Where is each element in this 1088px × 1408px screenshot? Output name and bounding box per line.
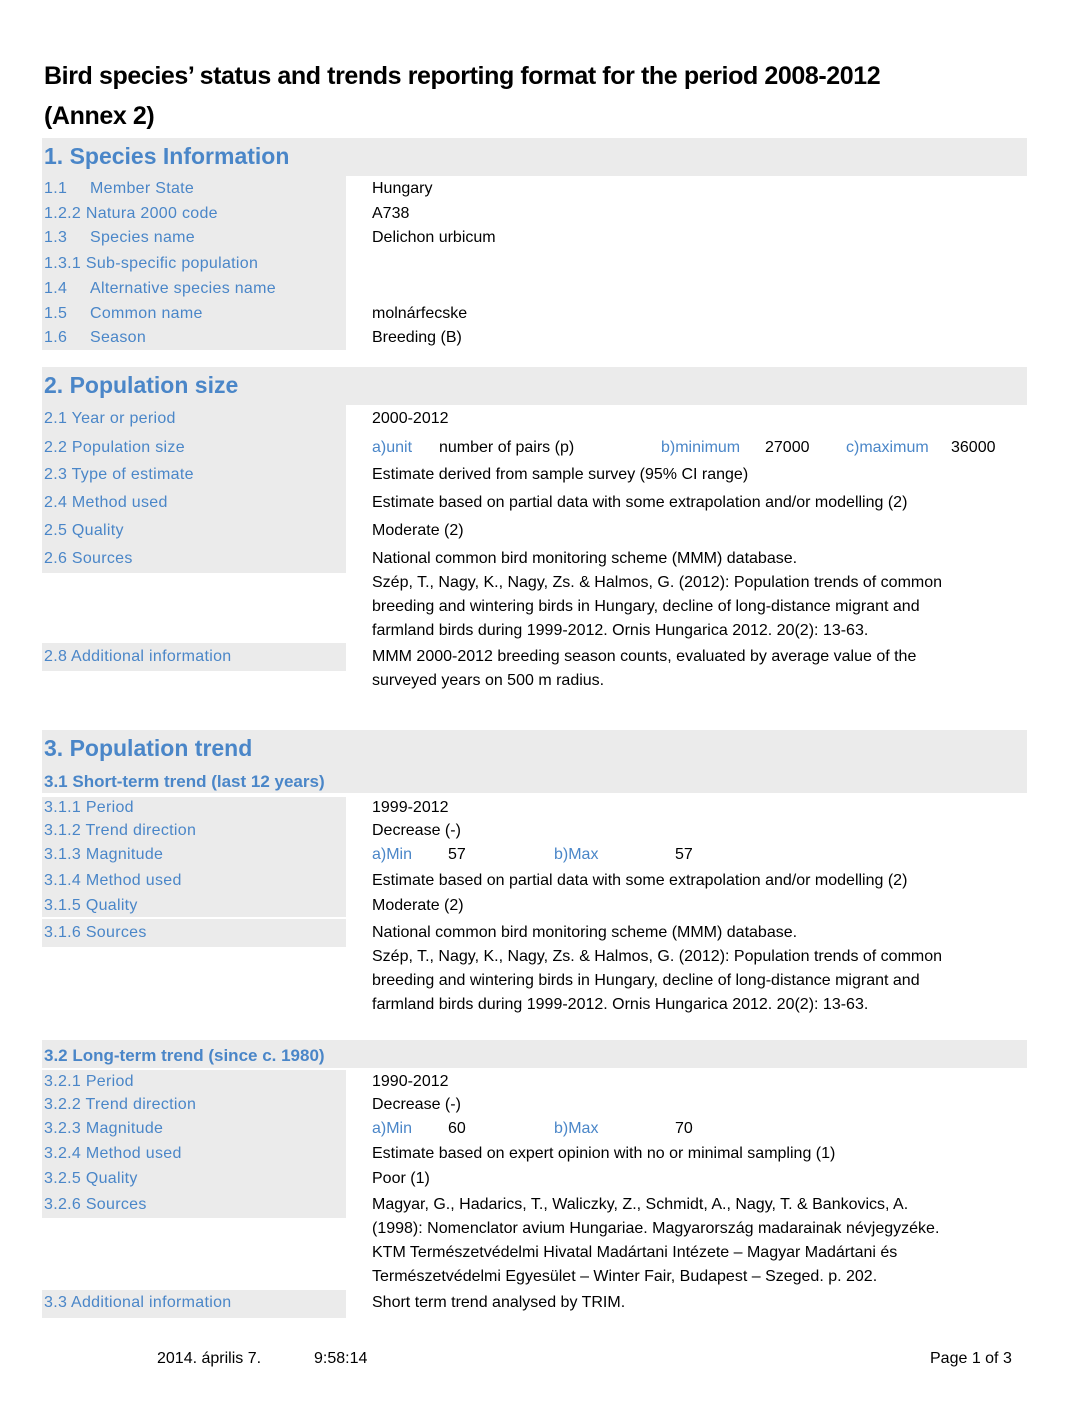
long-max-label: b)Max — [554, 1120, 599, 1137]
short-method-label: 3.1.4 Method used — [44, 872, 182, 889]
species-row-label: 1.3 Species name — [44, 229, 195, 246]
sources-text: National common bird monitoring scheme (MMM) database. Szép, T., Nagy, K., Nagy, Zs. & Halmos, G. (2012): Population trends of common breeding and wintering birds in Hungary, decline of long-distance migrant and farmland birds during 1999-2012. Ornis Hungarica 2012. 20(2): 13-63. — [372, 550, 943, 639]
long-direction-value: Decrease (-) — [372, 1096, 461, 1113]
additional-info-text: MMM 2000-2012 breeding season counts, evaluated by average value of the surveyed years on 500 m radius. — [372, 648, 917, 689]
long-min-value: 60 — [448, 1120, 466, 1137]
long-period-label: 3.2.1 Period — [44, 1073, 134, 1090]
quality-value: Moderate (2) — [372, 522, 464, 539]
section-1-heading: 1. Species Information — [44, 143, 290, 169]
long-direction-label: 3.2.2 Trend direction — [44, 1096, 197, 1113]
long-max-value: 70 — [675, 1120, 693, 1137]
long-period-value: 1990-2012 — [372, 1073, 449, 1090]
long-method-label: 3.2.4 Method used — [44, 1145, 182, 1162]
member-state-value: Hungary — [372, 180, 433, 197]
unit-value: number of pairs (p) — [439, 439, 575, 456]
short-direction-value: Decrease (-) — [372, 822, 461, 839]
long-quality-label: 3.2.5 Quality — [44, 1170, 138, 1187]
short-min-value: 57 — [448, 846, 466, 863]
natura-code-value: A738 — [372, 205, 410, 222]
long-quality-value: Poor (1) — [372, 1170, 430, 1187]
species-row-label: 1.6 Season — [44, 329, 147, 346]
short-quality-value: Moderate (2) — [372, 897, 464, 914]
short-min-label: a)Min — [372, 846, 413, 863]
document-title-line2: (Annex 2) — [44, 102, 155, 130]
trend-additional-info-value: Short term trend analysed by TRIM. — [372, 1294, 626, 1311]
short-max-value: 57 — [675, 846, 693, 863]
quality-label: 2.5 Quality — [44, 522, 124, 539]
long-sources-label: 3.2.6 Sources — [44, 1196, 147, 1213]
short-period-label: 3.1.1 Period — [44, 799, 134, 816]
footer-page-number: Page 1 of 3 — [930, 1350, 1012, 1367]
short-method-value: Estimate based on partial data with some extrapolation and/or modelling (2) — [372, 872, 908, 889]
short-sources-text: National common bird monitoring scheme (MMM) database. Szép, T., Nagy, K., Nagy, Zs. & Halmos, G. (2012): Population trends of common breeding and wintering birds in Hungary, decline of long-distance migrant and farmland birds during 1999-2012. Ornis Hungarica 2012. 20(2): 13-63. — [372, 924, 943, 1013]
short-direction-label: 3.1.2 Trend direction — [44, 822, 197, 839]
short-term-heading: 3.1 Short-term trend (last 12 years) — [44, 772, 325, 791]
year-period-label: 2.1 Year or period — [44, 410, 176, 427]
trend-additional-info-label: 3.3 Additional information — [44, 1294, 232, 1311]
short-quality-label: 3.1.5 Quality — [44, 897, 138, 914]
species-row-label: 1.4 Alternative species name — [44, 280, 276, 297]
long-min-label: a)Min — [372, 1120, 413, 1137]
species-name-value: Delichon urbicum — [372, 229, 496, 246]
long-sources-text: Magyar, G., Hadarics, T., Waliczky, Z., Schmidt, A., Nagy, T. & Bankovics, A. (1998): Nomenclator avium Hungariae. Magyarország madarainak névjegyzéke. KTM Természetvédelmi Hivatal Madártani Intézete – Magyar Madártani és Természetvédelmi Egyesület – Winter Fair, Budapest – Szeged. p. 202. — [372, 1196, 940, 1285]
footer-date: 2014. április 7. — [157, 1350, 262, 1367]
maximum-value: 36000 — [951, 439, 996, 456]
long-term-heading: 3.2 Long-term trend (since c. 1980) — [44, 1046, 325, 1065]
long-method-value: Estimate based on expert opinion with no or minimal sampling (1) — [372, 1145, 836, 1162]
section-2-heading: 2. Population size — [44, 372, 239, 398]
short-period-value: 1999-2012 — [372, 799, 449, 816]
short-max-label: b)Max — [554, 846, 599, 863]
species-row-label: 1.3.1 Sub-specific population — [44, 255, 259, 272]
short-magnitude-label: 3.1.3 Magnitude — [44, 846, 164, 863]
method-used-value: Estimate based on partial data with some extrapolation and/or modelling (2) — [372, 494, 908, 511]
footer-time: 9:58:14 — [314, 1350, 368, 1367]
common-name-value: molnárfecske — [372, 305, 468, 322]
type-of-estimate-value: Estimate derived from sample survey (95% CI range) — [372, 466, 749, 483]
short-sources-label: 3.1.6 Sources — [44, 924, 147, 941]
unit-label: a)unit — [372, 439, 413, 456]
species-row-label: 1.2.2 Natura 2000 code — [44, 205, 218, 222]
type-of-estimate-label: 2.3 Type of estimate — [44, 466, 194, 483]
method-used-label: 2.4 Method used — [44, 494, 168, 511]
minimum-label: b)minimum — [661, 439, 741, 456]
population-size-label: 2.2 Population size — [44, 439, 185, 456]
long-magnitude-label: 3.2.3 Magnitude — [44, 1120, 164, 1137]
maximum-label: c)maximum — [846, 439, 929, 456]
species-row-label: 1.1 Member State — [44, 180, 195, 197]
season-value: Breeding (B) — [372, 329, 462, 346]
section-3-heading: 3. Population trend — [44, 735, 253, 761]
additional-info-label: 2.8 Additional information — [44, 648, 232, 665]
minimum-value: 27000 — [765, 439, 810, 456]
sources-label: 2.6 Sources — [44, 550, 133, 567]
species-row-label: 1.5 Common name — [44, 305, 203, 322]
year-period-value: 2000-2012 — [372, 410, 449, 427]
document-title-line1: Bird species’ status and trends reporting format for the period 2008-2012 — [44, 62, 881, 90]
